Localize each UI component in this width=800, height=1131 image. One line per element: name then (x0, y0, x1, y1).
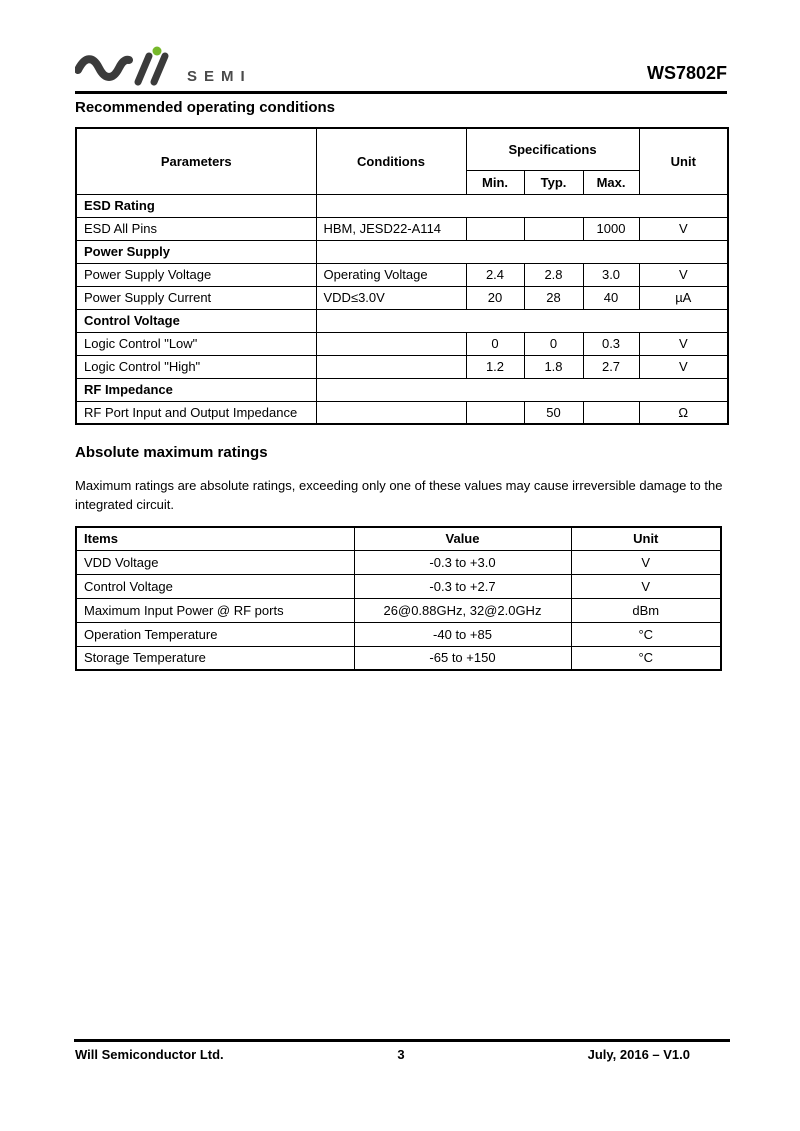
typ-cell: 1.8 (524, 355, 583, 378)
will-logo-mark-icon (75, 46, 175, 88)
table-row (76, 263, 728, 286)
col-header-items: Items (76, 527, 354, 550)
max-cell: 1000 (583, 217, 639, 240)
typ-cell: 50 (524, 401, 583, 424)
table-row (76, 286, 728, 309)
unit-cell: Ω (639, 401, 728, 424)
col-header-conditions: Conditions (316, 128, 466, 194)
unit-cell: dBm (571, 598, 721, 622)
condition-cell: VDD≤3.0V (316, 286, 466, 309)
table-row (76, 355, 728, 378)
min-cell: 20 (466, 286, 524, 309)
table-row (76, 646, 721, 670)
section-label-cell: ESD Rating (76, 194, 316, 217)
condition-cell: Operating Voltage (316, 263, 466, 286)
unit-cell: V (571, 550, 721, 574)
col-header-unit: Unit (571, 527, 721, 550)
item-cell: VDD Voltage (76, 550, 354, 574)
max-cell: 2.7 (583, 355, 639, 378)
header-rule (75, 91, 727, 94)
section-label-cell: Power Supply (76, 240, 316, 263)
section-empty-cell (316, 194, 728, 217)
page-footer (75, 1047, 727, 1065)
col-header-unit: Unit (639, 128, 728, 194)
table-row (76, 574, 721, 598)
value-cell: -65 to +150 (354, 646, 571, 670)
typ-cell: 0 (524, 332, 583, 355)
table-header-row (76, 527, 721, 550)
condition-cell (316, 332, 466, 355)
unit-cell: V (571, 574, 721, 598)
table-section-row (76, 240, 728, 263)
table-row (76, 622, 721, 646)
max-cell (583, 401, 639, 424)
value-cell: -0.3 to +3.0 (354, 550, 571, 574)
parameter-cell: RF Port Input and Output Impedance (76, 401, 316, 424)
min-cell: 0 (466, 332, 524, 355)
logo-green-dot-icon (153, 47, 162, 56)
parameter-cell: Logic Control "Low" (76, 332, 316, 355)
parameter-cell: Power Supply Current (76, 286, 316, 309)
unit-cell: V (639, 332, 728, 355)
table-row (76, 550, 721, 574)
unit-cell: °C (571, 646, 721, 670)
condition-cell: HBM, JESD22-A114 (316, 217, 466, 240)
absolute-ratings-description: Maximum ratings are absolute ratings, exceeding only one of these values may cause irreversible damage to the integrated circuit. (75, 478, 723, 512)
col-header-typ: Typ. (524, 170, 583, 194)
min-cell (466, 401, 524, 424)
typ-cell: 28 (524, 286, 583, 309)
unit-cell: °C (571, 622, 721, 646)
table-section-row (76, 309, 728, 332)
table-section-row (76, 194, 728, 217)
section-title-absolute: Absolute maximum ratings (75, 444, 268, 461)
table-row (76, 598, 721, 622)
footer-page-number: 3 (397, 1047, 405, 1062)
recommended-operating-conditions-table (75, 127, 729, 425)
logo-semi-text: SEMI (187, 68, 252, 85)
condition-cell (316, 401, 466, 424)
unit-cell: µA (639, 286, 728, 309)
col-header-specifications: Specifications (466, 128, 639, 170)
value-cell: -40 to +85 (354, 622, 571, 646)
unit-cell: V (639, 217, 728, 240)
item-cell: Maximum Input Power @ RF ports (76, 598, 354, 622)
footer-company: Will Semiconductor Ltd. (75, 1047, 224, 1062)
item-cell: Control Voltage (76, 574, 354, 598)
value-cell: -0.3 to +2.7 (354, 574, 571, 598)
table-header-row (76, 128, 728, 170)
col-header-min: Min. (466, 170, 524, 194)
table-section-row (76, 378, 728, 401)
typ-cell (524, 217, 583, 240)
parameter-cell: Power Supply Voltage (76, 263, 316, 286)
col-header-value: Value (354, 527, 571, 550)
table-row (76, 401, 728, 424)
footer-rule (74, 1039, 730, 1042)
col-header-max: Max. (583, 170, 639, 194)
company-logo (75, 46, 252, 88)
min-cell: 1.2 (466, 355, 524, 378)
section-label-cell: Control Voltage (76, 309, 316, 332)
absolute-maximum-ratings-table (75, 526, 722, 671)
table-row (76, 332, 728, 355)
section-empty-cell (316, 309, 728, 332)
section-title-recommended: Recommended operating conditions (75, 99, 336, 116)
item-cell: Operation Temperature (76, 622, 354, 646)
min-cell (466, 217, 524, 240)
item-cell: Storage Temperature (76, 646, 354, 670)
max-cell: 0.3 (583, 332, 639, 355)
condition-cell (316, 355, 466, 378)
unit-cell: V (639, 263, 728, 286)
max-cell: 3.0 (583, 263, 639, 286)
unit-cell: V (639, 355, 728, 378)
footer-version: July, 2016 – V1.0 (587, 1047, 690, 1062)
section-label-cell: RF Impedance (76, 378, 316, 401)
min-cell: 2.4 (466, 263, 524, 286)
parameter-cell: Logic Control "High" (76, 355, 316, 378)
section-empty-cell (316, 378, 728, 401)
part-number: WS7802F (646, 63, 727, 83)
col-header-parameters: Parameters (76, 128, 316, 194)
typ-cell: 2.8 (524, 263, 583, 286)
max-cell: 40 (583, 286, 639, 309)
section-empty-cell (316, 240, 728, 263)
table-row (76, 217, 728, 240)
value-cell: 26@0.88GHz, 32@2.0GHz (354, 598, 571, 622)
parameter-cell: ESD All Pins (76, 217, 316, 240)
